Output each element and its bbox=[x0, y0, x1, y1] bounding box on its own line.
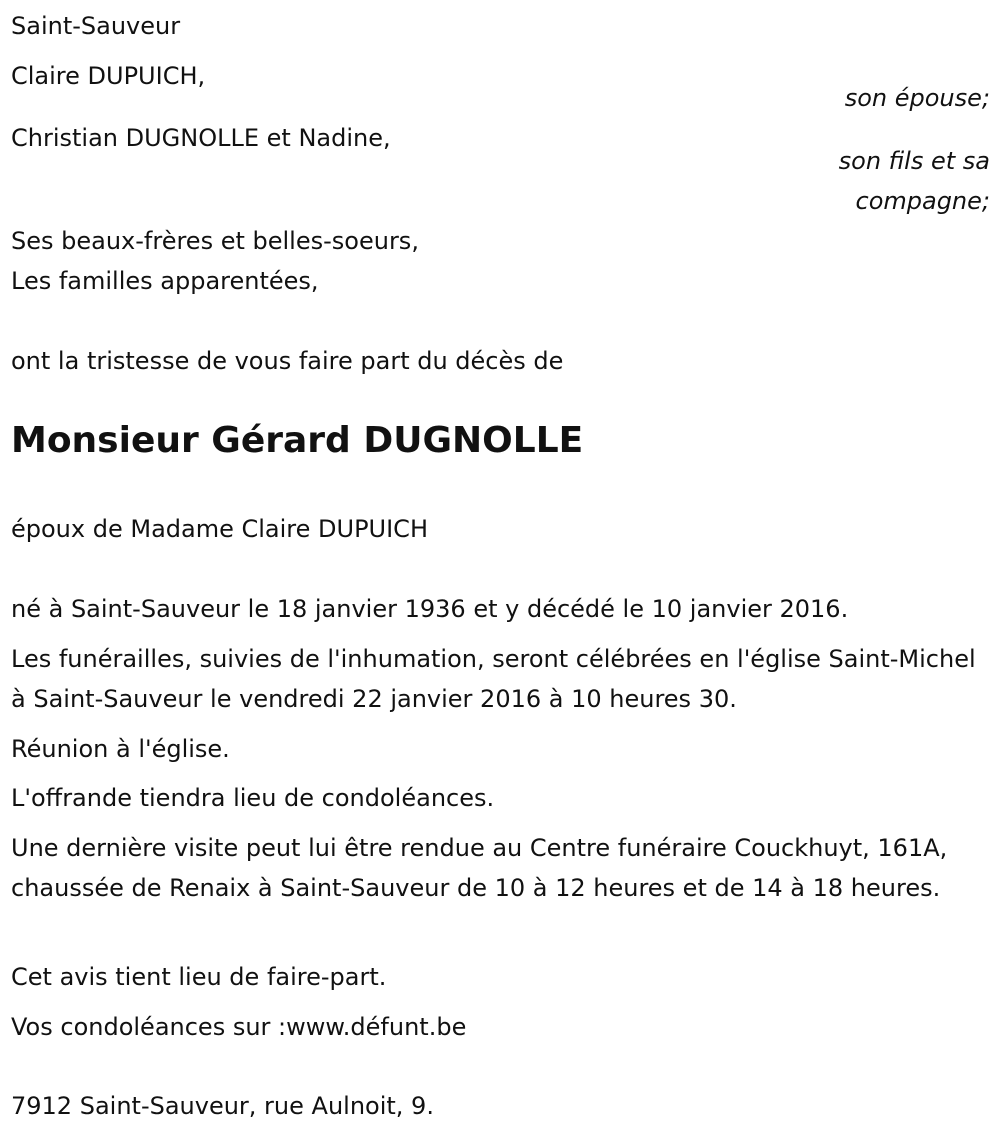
in-laws: Ses beaux-frères et belles-soeurs, bbox=[11, 227, 419, 255]
spouse-name: Claire DUPUICH, bbox=[11, 62, 206, 90]
spouse-role: son épouse; bbox=[844, 84, 990, 112]
relatives: Les familles apparentées, bbox=[11, 267, 319, 295]
announcement-text: ont la tristesse de vous faire part du décès de bbox=[11, 347, 564, 375]
notice-text: Cet avis tient lieu de faire-part. bbox=[11, 963, 387, 991]
son-role-line1: son fils et sa bbox=[838, 147, 990, 175]
deceased-name: Monsieur Gérard DUGNOLLE bbox=[11, 420, 584, 461]
birth-death: né à Saint-Sauveur le 18 janvier 1936 et y décédé le 10 janvier 2016. bbox=[11, 595, 849, 623]
address: 7912 Saint-Sauveur, rue Aulnoit, 9. bbox=[11, 1092, 434, 1120]
visit-details: Une dernière visite peut lui être rendue au Centre funéraire Couckhuyt, 161A, chaussée de Renaix à Saint-Sauveur de 10 à 12 heures et de 14 à 18 heures. bbox=[11, 834, 948, 902]
son-name: Christian DUGNOLLE et Nadine, bbox=[11, 124, 391, 152]
meeting-place: Réunion à l'église. bbox=[11, 735, 230, 763]
spouse-of: époux de Madame Claire DUPUICH bbox=[11, 515, 428, 543]
son-role-line2: compagne; bbox=[855, 187, 990, 215]
condolences-link: Vos condoléances sur :www.défunt.be bbox=[11, 1013, 467, 1041]
town-heading: Saint-Sauveur bbox=[11, 12, 181, 40]
funeral-details: Les funérailles, suivies de l'inhumation, seront célébrées en l'église Saint-Michel à Saint-Sauveur le vendredi 22 janvier 2016 à 10 heures 30. bbox=[11, 645, 976, 713]
offering-note: L'offrande tiendra lieu de condoléances. bbox=[11, 784, 495, 812]
